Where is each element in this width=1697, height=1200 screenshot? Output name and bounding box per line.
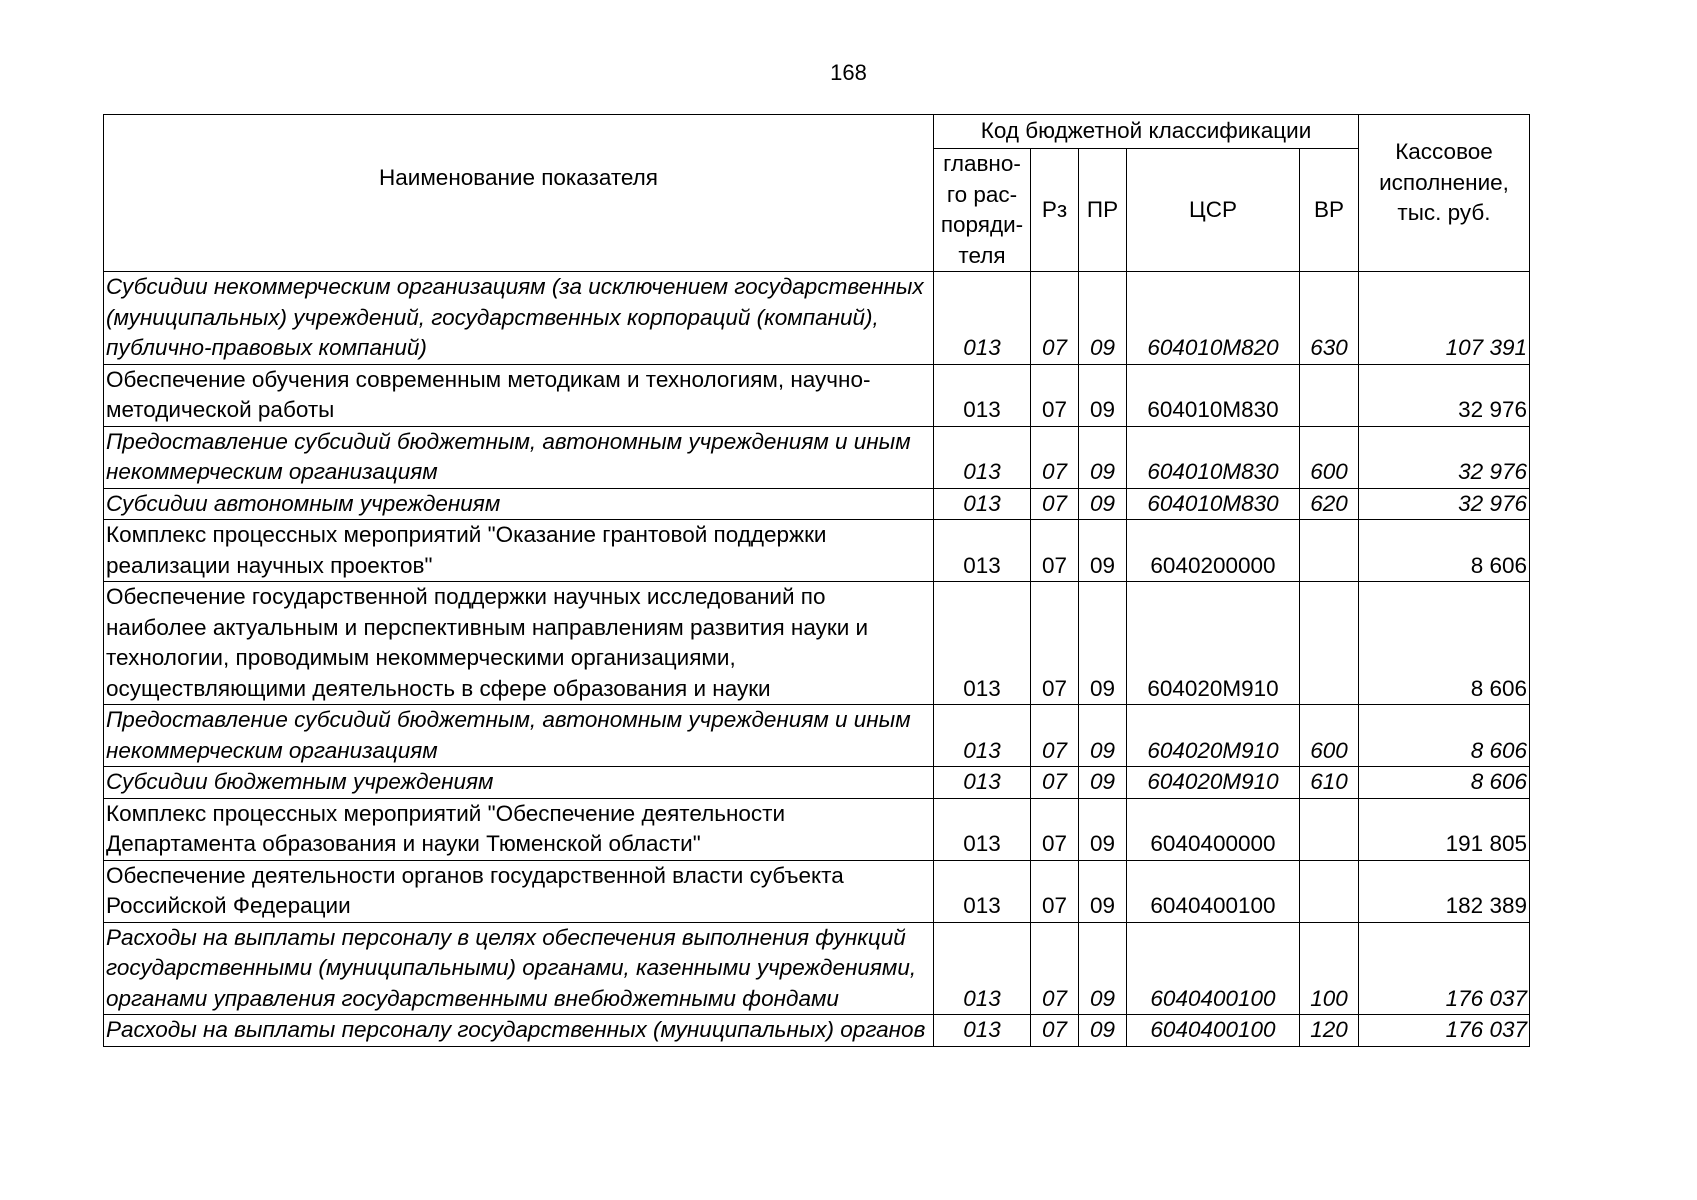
row-vr: [1300, 798, 1359, 860]
row-csr: 604020M910: [1127, 767, 1300, 799]
row-vr: [1300, 860, 1359, 922]
row-csr: 6040400100: [1127, 1015, 1300, 1047]
row-name: Комплекс процессных мероприятий "Обеспечение деятельности Департамента образования и науки Тюменской области": [104, 798, 934, 860]
row-name: Обеспечение деятельности органов государственной власти субъекта Российской Федерации: [104, 860, 934, 922]
row-rz: 07: [1031, 272, 1079, 365]
row-rz: 07: [1031, 767, 1079, 799]
row-pr: 09: [1079, 1015, 1127, 1047]
row-pr: 09: [1079, 426, 1127, 488]
row-amount: 107 391: [1359, 272, 1530, 365]
row-amount: 8 606: [1359, 582, 1530, 705]
row-gr: 013: [934, 426, 1031, 488]
table-row: [104, 705, 1530, 767]
table-header: [104, 115, 1530, 272]
row-pr: 09: [1079, 582, 1127, 705]
row-rz: 07: [1031, 922, 1079, 1015]
row-vr: 100: [1300, 922, 1359, 1015]
row-name: Расходы на выплаты персоналу государственных (муниципальных) органов: [104, 1015, 934, 1047]
row-name: Субсидии автономным учреждениям: [104, 488, 934, 520]
row-gr: 013: [934, 488, 1031, 520]
page-number: 168: [830, 60, 867, 85]
row-amount: 32 976: [1359, 426, 1530, 488]
header-amount: Кассовое исполнение, тыс. руб.: [1359, 115, 1530, 272]
row-gr: 013: [934, 1015, 1031, 1047]
row-vr: 630: [1300, 272, 1359, 365]
table-row: [104, 1015, 1530, 1047]
budget-table: [103, 114, 1530, 1047]
row-rz: 07: [1031, 488, 1079, 520]
table-row: [104, 922, 1530, 1015]
row-name: Комплекс процессных мероприятий "Оказание грантовой поддержки реализации научных проектов": [104, 520, 934, 582]
row-rz: 07: [1031, 364, 1079, 426]
row-rz: 07: [1031, 582, 1079, 705]
row-gr: 013: [934, 798, 1031, 860]
row-csr: 604010M830: [1127, 426, 1300, 488]
row-vr: 620: [1300, 488, 1359, 520]
row-gr: 013: [934, 364, 1031, 426]
row-gr: 013: [934, 705, 1031, 767]
header-vr: ВР: [1300, 149, 1359, 272]
header-code-group: Код бюджетной классификации: [934, 115, 1359, 149]
row-csr: 6040400000: [1127, 798, 1300, 860]
header-gr: главно- го рас- поряди- теля: [934, 149, 1031, 272]
row-amount: 32 976: [1359, 364, 1530, 426]
row-csr: 604010M830: [1127, 488, 1300, 520]
row-gr: 013: [934, 520, 1031, 582]
table-row: [104, 364, 1530, 426]
header-csr: ЦСР: [1127, 149, 1300, 272]
row-rz: 07: [1031, 426, 1079, 488]
table-row: [104, 582, 1530, 705]
header-name: Наименование показателя: [104, 115, 934, 272]
row-name: Субсидии некоммерческим организациям (за исключением государственных (муниципальных) учреждений, государственных корпораций (компаний), публично-правовых компаний): [104, 272, 934, 365]
row-pr: 09: [1079, 798, 1127, 860]
row-amount: 8 606: [1359, 705, 1530, 767]
row-pr: 09: [1079, 922, 1127, 1015]
row-name: Предоставление субсидий бюджетным, автономным учреждениям и иным некоммерческим организациям: [104, 426, 934, 488]
table-row: [104, 798, 1530, 860]
row-vr: [1300, 364, 1359, 426]
row-csr: 6040400100: [1127, 860, 1300, 922]
row-amount: 182 389: [1359, 860, 1530, 922]
row-pr: 09: [1079, 272, 1127, 365]
row-vr: [1300, 582, 1359, 705]
row-csr: 604020M910: [1127, 582, 1300, 705]
row-amount: 8 606: [1359, 520, 1530, 582]
row-csr: 6040400100: [1127, 922, 1300, 1015]
row-csr: 6040200000: [1127, 520, 1300, 582]
row-vr: 600: [1300, 426, 1359, 488]
row-amount: 191 805: [1359, 798, 1530, 860]
table-row: [104, 767, 1530, 799]
row-vr: 600: [1300, 705, 1359, 767]
row-pr: 09: [1079, 767, 1127, 799]
row-name: Обеспечение обучения современным методикам и технологиям, научно-методической работы: [104, 364, 934, 426]
row-amount: 32 976: [1359, 488, 1530, 520]
row-gr: 013: [934, 582, 1031, 705]
row-rz: 07: [1031, 1015, 1079, 1047]
row-pr: 09: [1079, 860, 1127, 922]
row-gr: 013: [934, 860, 1031, 922]
table-row: [104, 272, 1530, 365]
table-body: [104, 272, 1530, 1047]
table-row: [104, 860, 1530, 922]
row-gr: 013: [934, 767, 1031, 799]
row-amount: 176 037: [1359, 922, 1530, 1015]
row-vr: 610: [1300, 767, 1359, 799]
row-pr: 09: [1079, 488, 1127, 520]
row-pr: 09: [1079, 705, 1127, 767]
row-csr: 604020M910: [1127, 705, 1300, 767]
row-rz: 07: [1031, 705, 1079, 767]
row-vr: [1300, 520, 1359, 582]
row-vr: 120: [1300, 1015, 1359, 1047]
header-rz: Рз: [1031, 149, 1079, 272]
table-row: [104, 426, 1530, 488]
row-csr: 604010M820: [1127, 272, 1300, 365]
row-pr: 09: [1079, 364, 1127, 426]
row-pr: 09: [1079, 520, 1127, 582]
row-amount: 176 037: [1359, 1015, 1530, 1047]
row-amount: 8 606: [1359, 767, 1530, 799]
table-row: [104, 488, 1530, 520]
row-name: Обеспечение государственной поддержки научных исследований по наиболее актуальным и перспективным направлениям развития науки и технологии, проводимым некоммерческими организациями, осуществляющими деятельность в сфере образования и науки: [104, 582, 934, 705]
row-rz: 07: [1031, 798, 1079, 860]
row-gr: 013: [934, 922, 1031, 1015]
row-csr: 604010M830: [1127, 364, 1300, 426]
table-row: [104, 520, 1530, 582]
row-name: Предоставление субсидий бюджетным, автономным учреждениям и иным некоммерческим организациям: [104, 705, 934, 767]
row-name: Субсидии бюджетным учреждениям: [104, 767, 934, 799]
header-pr: ПР: [1079, 149, 1127, 272]
row-rz: 07: [1031, 860, 1079, 922]
row-name: Расходы на выплаты персоналу в целях обеспечения выполнения функций государственными (муниципальными) органами, казенными учреждениями, органами управления государственными внебюджетными фондами: [104, 922, 934, 1015]
row-rz: 07: [1031, 520, 1079, 582]
row-gr: 013: [934, 272, 1031, 365]
